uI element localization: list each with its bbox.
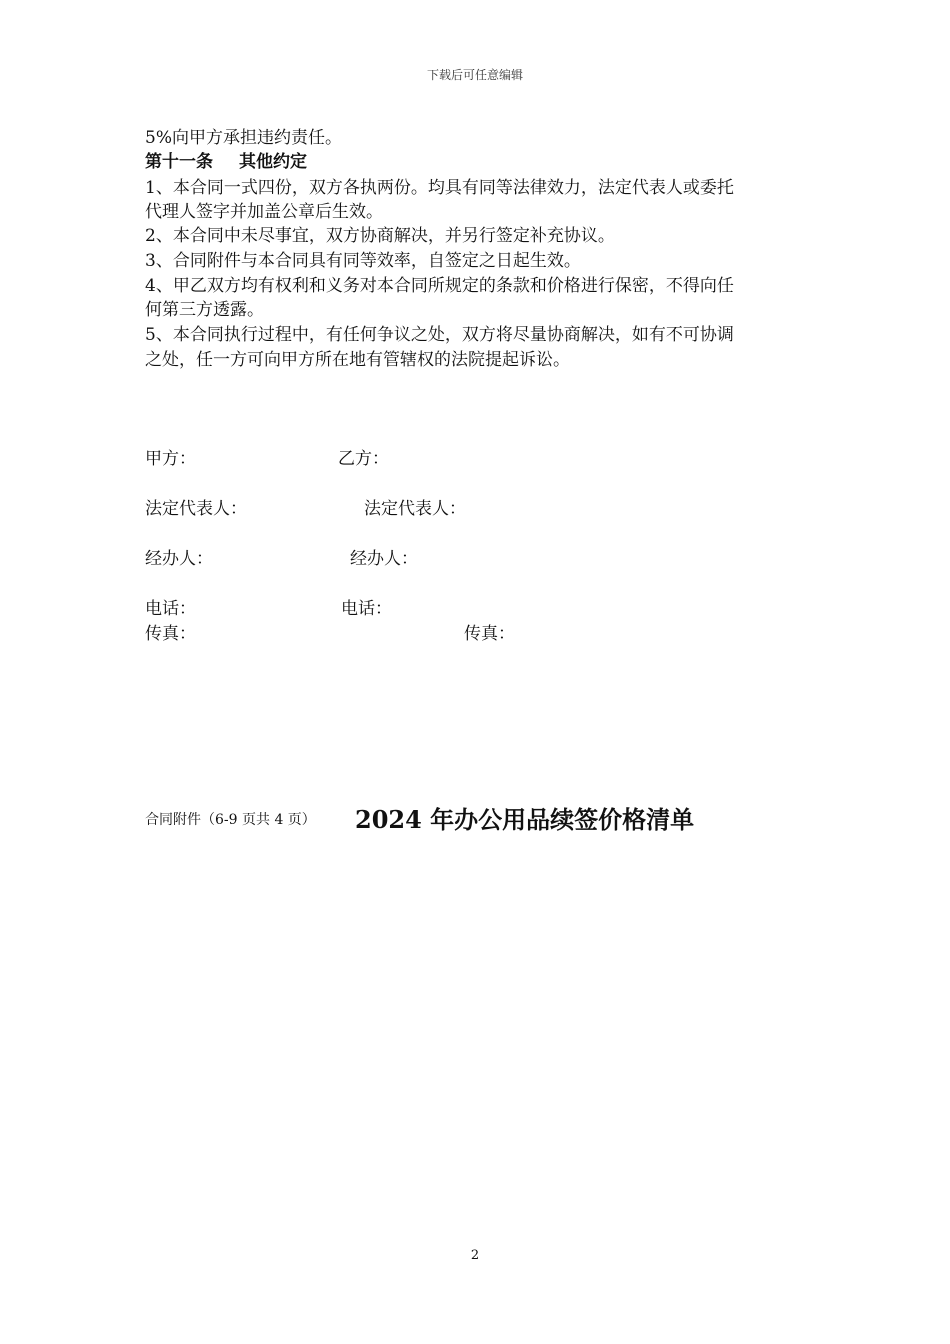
phone-b-label: 电话：: [341, 599, 392, 619]
fax-b-label: 传真：: [464, 624, 515, 644]
intro-line: 5%向甲方承担违约责任。: [145, 128, 342, 148]
clause-line: 4、甲乙双方均有权利和义务对本合同所规定的条款和价格进行保密，不得向任: [145, 276, 734, 296]
article-heading: [145, 150, 307, 174]
article-title: 其他约定: [239, 152, 307, 172]
legal-rep-a-label: 法定代表人：: [145, 499, 247, 519]
phone-a-label: 电话：: [145, 599, 196, 619]
page-header: 下载后可任意编辑: [426, 68, 523, 82]
clause-line: 1、本合同一式四份，双方各执两份。均具有同等法律效力，法定代表人或委托: [145, 178, 734, 198]
fax-a-label: 传真：: [145, 624, 196, 644]
clause-line: 代理人签字并加盖公章后生效。: [145, 202, 383, 222]
appendix-label: 合同附件（6-9 页共 4 页）: [145, 812, 316, 828]
legal-rep-b-label: 法定代表人：: [364, 499, 466, 519]
page-number: 2: [470, 1248, 480, 1263]
party-a-label: 甲方：: [145, 449, 196, 469]
handler-b-label: 经办人：: [350, 549, 418, 569]
clause-line: 之处，任一方可向甲方所在地有管辖权的法院提起诉讼。: [145, 350, 570, 370]
clause-line: 3、合同附件与本合同具有同等效率，自签定之日起生效。: [145, 251, 581, 271]
handler-a-label: 经办人：: [145, 549, 213, 569]
appendix-title: 2024 年办公用品续签价格清单: [355, 805, 695, 834]
party-b-label: 乙方：: [338, 449, 389, 469]
clause-line: 5、本合同执行过程中，有任何争议之处，双方将尽量协商解决，如有不可协调: [145, 325, 734, 345]
clause-line: 何第三方透露。: [145, 300, 264, 320]
clause-line: 2、本合同中未尽事宜，双方协商解决，并另行签定补充协议。: [145, 226, 615, 246]
article-number: 第十一条: [145, 152, 213, 172]
